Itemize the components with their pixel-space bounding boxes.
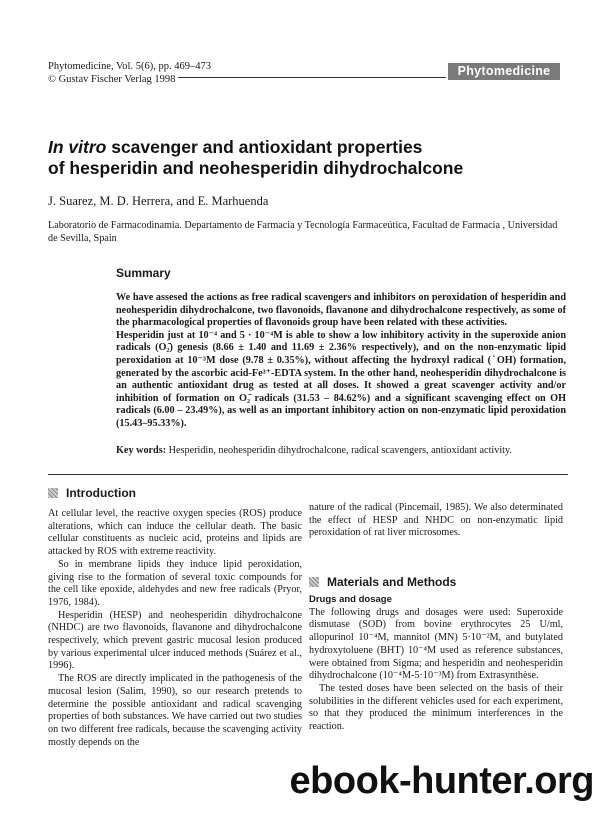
section-square-icon <box>309 577 319 587</box>
right-column <box>309 502 563 540</box>
introduction-column <box>48 508 302 749</box>
journal-copyright: © Gustav Fischer Verlag 1998 <box>48 74 176 85</box>
header-rule <box>178 77 446 78</box>
title-line1: scavenger and antioxidant properties <box>106 137 423 157</box>
methods-para-1: The following drugs and dosages were used: Superoxide dismutase (SOD) from bovine erythrocytes 25 U/ml, allopurinol 10⁻⁴M, mannitol (MN) 5·10⁻²M, and butylated hydroxytoluene (BHT) 10⁻⁴M used as reference substances, were obtained from Sigma; and hesperidin and neohesperidin dihydrochalcone (10⁻⁴M-5·10⁻³M) from Extrasynthèse. <box>309 606 563 682</box>
intro-para-5: nature of the radical (Pincemail, 1985). We also determinated the effect of HESP and NHDC on non-enzymatic lipid peroxidation of rat liver microsomes. <box>309 502 563 539</box>
introduction-heading <box>48 486 136 500</box>
title-italic: In vitro <box>48 137 107 157</box>
intro-para-1: At cellular level, the reactive oxygen species (ROS) produce alterations, which can induce the cellular death. The basic cellular constituents as nucleic acid, proteins and lipids are attacked by ROS with extreme reactivity. <box>48 508 302 558</box>
introduction-heading-text: Introduction <box>66 486 136 500</box>
authors: J. Suarez, M. D. Herrera, and E. Marhuenda <box>48 194 269 208</box>
summary-para-2: Hesperidin just at 10⁻⁴ and 5 · 10⁻⁴M is able to show a low inhibitory activity in the superoxide anion radicals (O₂̄) genesis (8.66 ± 1.40 and 11.69 ± 2.36% respectively), and on the non-enzymatic lipid peroxidation at 10⁻³M dose (9.78 ± 0.35%), without affecting the hydroxyl radical (˙OH) formation, generated by the ascorbic acid-Fe³⁺-EDTA system. In the other hand, neohesperidin dihydrochalcone is an authentic antioxidant drug as tested at all doses. It showed a great scavenger activity and/or inhibition of formation on O₂̄ radicals (31.53 – 84.62%) and a significant scavenging effect on OH radicals (6.00 – 23.49%), as well as an important inhibitory action on non-enzymatic lipid peroxidation (15.43–95.33%). <box>116 329 566 429</box>
summary-body <box>116 292 566 431</box>
methods-column <box>309 594 563 734</box>
summary-para-1: We have assesed the actions as free radical scavengers and inhibitors on peroxidation of hesperidin and neohesperidin dihydrochalcone, two flavonoids, flavanone and dihydrochalcone respectively, as some of the pharmacological properties of flavonoids group have been related with these activities. <box>116 292 566 329</box>
section-square-icon <box>48 488 58 498</box>
summary-heading: Summary <box>116 266 171 280</box>
section-divider <box>48 474 568 475</box>
methods-para-2: The tested doses have been selected on the basis of their solubilities in the different vehicles used for each experiment, so that they produced the minimum interferences in the reaction. <box>309 682 563 733</box>
keywords-label: Key words: <box>116 445 167 456</box>
drugs-subheading: Drugs and dosage <box>309 594 392 605</box>
intro-para-3: Hesperidin (HESP) and neohesperidin dihydrochalcone (NHDC) are two flavonoids, flavanone and dihydrochalcone respectively, which prevent gastric mucosal lesion produced by various experimental ulcer induced methods (Suárez et al., 1996). <box>48 609 302 672</box>
affiliation: Laboratorio de Farmacodinamia. Departamento de Farmacia y Tecnología Farmaceútica, Facultad de Farmacia , Universidad de Sevilla, Spain <box>48 220 558 244</box>
intro-para-2: So in membrane lipids they induce lipid peroxidation, giving rise to the formation of several toxic compounds for the cell like epoxide, aldehydes and new free radicals (Pryor, 1976, 1984). <box>48 558 302 608</box>
methods-heading <box>309 575 456 589</box>
intro-para-4: The ROS are directly implicated in the pathogenesis of the mucosal lesion (Salim, 1990), so our research pretends to determine the possible antioxidant and radical scavenging properties of both substances. We have carried out two studies on two different free radicals, because the scavenging activity mostly depends on the <box>48 673 302 748</box>
watermark: ebook-hunter.org <box>289 760 594 802</box>
methods-heading-text: Materials and Methods <box>327 575 457 589</box>
keywords-text: Hesperidin, neohesperidin dihydrochalcone, radical scavengers, antioxidant activity. <box>166 445 512 456</box>
journal-logo: Phytomedicine <box>448 63 560 80</box>
journal-volume: Phytomedicine, Vol. 5(6), pp. 469–473 <box>48 61 211 72</box>
title-line2: of hesperidin and neohesperidin dihydrochalcone <box>48 158 464 178</box>
keywords <box>116 444 576 457</box>
article-title <box>48 137 568 179</box>
journal-citation <box>48 60 211 86</box>
